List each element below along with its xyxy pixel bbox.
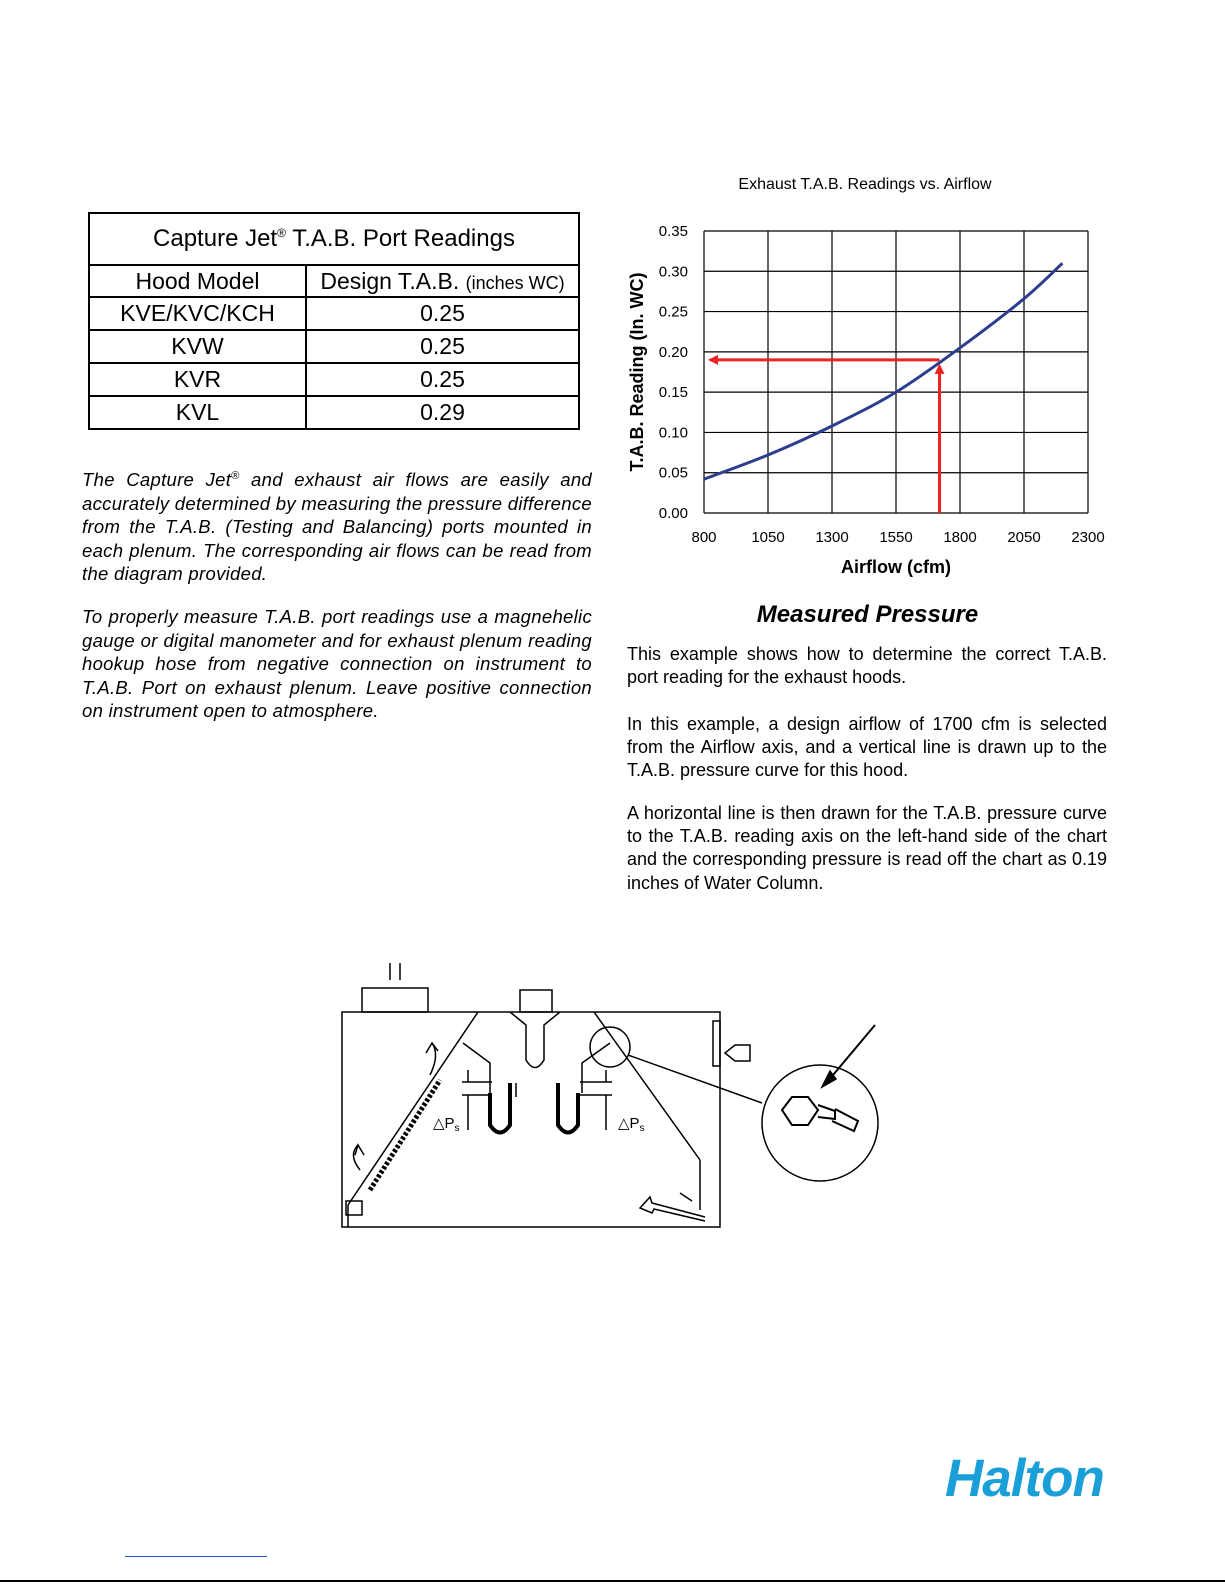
callout-pointer — [828, 1025, 875, 1081]
example-paragraph-2: In this example, a design airflow of 1700 cfm is selected from the Airflow axis, and a vertical line is drawn up to the T.A.B. pressure curve for this hood. — [627, 714, 1107, 781]
left-plenum-wall — [348, 1012, 478, 1205]
y-axis-ticks — [659, 223, 688, 522]
callout-leader — [628, 1055, 762, 1103]
halton-logo: Halton — [945, 1449, 1104, 1508]
annotation-arrows — [710, 360, 940, 513]
dp-label-left: $\triangle P_s$ — [433, 1115, 460, 1134]
detail-callout-circle — [590, 1027, 630, 1067]
top-port — [520, 990, 552, 1012]
example-paragraph-3: A horizontal line is then drawn for the T.A.B. pressure curve to the T.A.B. reading axis on the left-hand side of the chart and the corresponding pressure is read off the chart as 0.19 inches of Water Column. — [627, 803, 1107, 893]
hood-collar — [362, 988, 428, 1012]
x-axis-ticks — [691, 529, 1104, 546]
detail-magnified-circle — [762, 1065, 878, 1181]
cell-value: 0.25 — [306, 330, 579, 363]
exhaust-flow-arrow — [640, 1197, 705, 1221]
tab-port-fitting — [818, 1105, 835, 1119]
cell-model: KVL — [89, 396, 306, 429]
side-panel — [713, 1021, 720, 1066]
x-tick-label: 1300 — [815, 529, 849, 546]
cell-model: KVR — [89, 363, 306, 396]
right-plenum-wall — [594, 1012, 700, 1160]
x-tick-label: 1800 — [943, 529, 977, 546]
cell-value: 0.25 — [306, 363, 579, 396]
y-tick-label: 0.30 — [658, 263, 688, 281]
hood-body — [342, 1012, 720, 1227]
cell-model: KVE/KVC/KCH — [89, 297, 306, 330]
intro-paragraph: The Capture Jet® and exhaust air flows are easily and accurately determined by measuring the pressure difference from the T.A.B. (Testing and Balancing) ports mounted in each plenum. The corresponding air flows can be read from the diagram provided. — [82, 469, 592, 585]
x-tick-label: 2300 — [1071, 529, 1105, 546]
example-paragraph-1: This example shows how to determine the correct T.A.B. port reading for the exhaust hoods. — [627, 644, 1107, 688]
y-tick-label: 0.10 — [658, 424, 688, 442]
hood-cross-section-diagram — [330, 955, 890, 1230]
tab-port-readings-table — [88, 212, 580, 430]
y-tick-label: 0.00 — [658, 505, 688, 522]
x-tick-label: 1550 — [879, 529, 913, 546]
cell-value: 0.25 — [306, 297, 579, 330]
exhaust-lip — [680, 1193, 692, 1201]
x-tick-label: 1050 — [751, 529, 785, 546]
left-tab-pipe — [463, 1043, 490, 1093]
col-header-hood-model: Hood Model — [89, 265, 306, 297]
dp-label-right: $\triangle P_s$ — [618, 1115, 645, 1134]
y-axis-label: T.A.B. Reading (In. WC) — [627, 272, 647, 472]
measurement-paragraph: To properly measure T.A.B. port readings use a magnehelic gauge or digital manometer and for exhaust plenum reading hookup hose from negative connection on instrument to T.A.B. Port on exhaust plenum. Leave positive connection on instrument open to atmosphere. — [82, 606, 592, 721]
measured-pressure-heading: Measured Pressure — [756, 601, 979, 628]
left-manometer — [490, 1083, 510, 1133]
table-title: Capture Jet® T.A.B. Port Readings — [89, 213, 579, 265]
table-row — [89, 330, 579, 363]
supply-air-arrow — [725, 1045, 750, 1061]
cell-value: 0.29 — [306, 396, 579, 429]
light-fixture — [510, 1012, 560, 1068]
footer-link-underline[interactable] — [125, 1556, 267, 1557]
table-row — [89, 297, 579, 330]
chart-title: Exhaust T.A.B. Readings vs. Airflow — [738, 176, 992, 193]
y-tick-label: 0.15 — [658, 384, 688, 402]
x-axis-label: Airflow (cfm) — [841, 557, 951, 577]
tab-port-nut — [782, 1097, 818, 1125]
y-tick-label: 0.20 — [658, 343, 688, 361]
right-manometer — [558, 1083, 578, 1133]
x-tick-label: 2050 — [1007, 529, 1041, 546]
table-row — [89, 363, 579, 396]
filter-coil — [370, 1080, 440, 1190]
series-line — [704, 263, 1062, 479]
y-tick-label: 0.05 — [658, 464, 688, 482]
cell-model: KVW — [89, 330, 306, 363]
y-tick-label: 0.35 — [658, 223, 688, 240]
right-tab-pipe — [582, 1043, 610, 1093]
flow-arrowhead-high — [426, 1043, 438, 1053]
footer-rule — [0, 1580, 1225, 1582]
chart-grid — [704, 231, 1088, 513]
table-row — [89, 396, 579, 429]
col-header-design-tab: Design T.A.B. (inches WC) — [306, 265, 579, 297]
y-tick-label: 0.25 — [658, 303, 688, 321]
x-tick-label: 800 — [691, 529, 717, 546]
tab-readings-chart — [625, 170, 1115, 585]
